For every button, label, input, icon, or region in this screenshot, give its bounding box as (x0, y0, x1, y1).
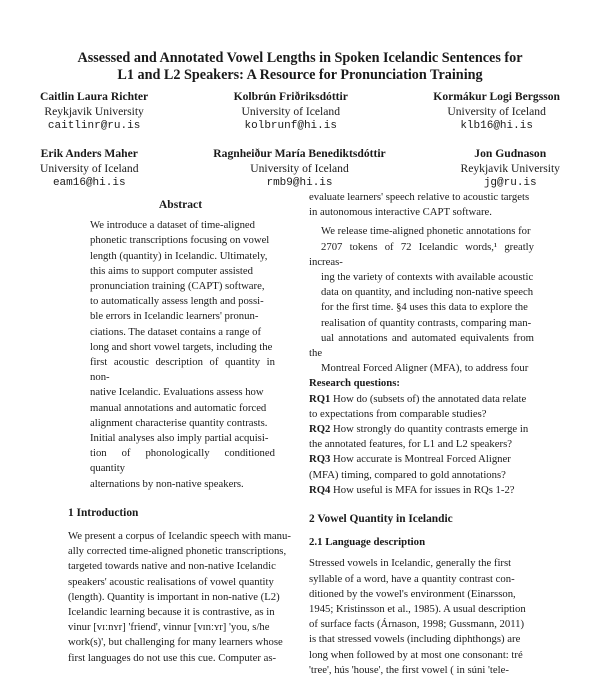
author-affiliation: Reykjavik University (460, 162, 560, 175)
author-affiliation: University of Iceland (250, 162, 349, 175)
research-question-line (309, 483, 534, 498)
author-name: Erik Anders Maher (40, 147, 138, 160)
author-affiliation: University of Iceland (40, 162, 139, 175)
abstract-line: We introduce a dataset of time-aligned (90, 219, 256, 232)
author (460, 146, 560, 191)
research-questions-list (309, 392, 534, 498)
intro-continued (309, 190, 534, 220)
text-line: 'tree', hús 'house', the first vowel ( in súni 'tele- (309, 663, 509, 676)
abstract-line: alignment characterise quantity contrasts. (90, 416, 268, 429)
author-email: caitlinr@ru.is (47, 120, 141, 132)
abstract-line: ble errors in Icelandic learners' pronun- (90, 310, 259, 323)
abstract-line: manual annotations and automatic forced (90, 401, 267, 414)
text-line: long when followed by at most one consonant: tré (309, 648, 523, 661)
author-row (40, 146, 560, 191)
abstract-line: pronunciation training (CAPT) software, (90, 280, 265, 293)
author-affiliation: Reykjavik University (44, 105, 144, 118)
abstract-line: phonetic transcriptions focusing on vowel (90, 234, 270, 247)
text-line: We present a corpus of Icelandic speech with manu- (68, 530, 291, 543)
text-line: first languages do not use this cue. Computer as- (68, 651, 277, 664)
text-line: Montreal Forced Aligner (MFA), to address four (321, 362, 529, 375)
text-line: ally corrected time-aligned phonetic transcriptions, (68, 545, 287, 558)
introduction-body (68, 529, 293, 666)
abstract-line: Initial analyses also imply partial acquisi- (90, 432, 269, 445)
text-line: Icelandic learning because it is contrastive, as in (68, 606, 275, 619)
research-question-text: to expectations from comparable studies? (309, 407, 487, 420)
abstract-heading: Abstract (158, 198, 203, 211)
right-column (309, 190, 534, 678)
author (40, 89, 148, 134)
research-question-label: RQ3 (309, 453, 331, 466)
paper-title (30, 50, 570, 84)
author-email: eam16@hi.is (52, 177, 126, 189)
research-question-line (309, 468, 534, 483)
title-line: L1 and L2 Speakers: A Resource for Pronunciation Training (117, 67, 483, 83)
text-line: ditioned by the vowel's environment (Einarsson, (309, 587, 516, 600)
text-line: data on quantity, and including non-native speech (321, 286, 534, 299)
abstract-line: alternations by non-native speakers. (90, 477, 244, 490)
section-heading: 2 Vowel Quantity in Icelandic (309, 513, 453, 526)
abstract-line: tion of phonologically conditioned quantity (90, 447, 275, 475)
research-question-line (309, 452, 534, 467)
text-line: We release time-aligned phonetic annotations for (321, 225, 531, 238)
research-question-text: the annotated features, for L1 and L2 speakers? (309, 438, 512, 451)
text-line: evaluate learners' speech relative to acoustic targets (309, 191, 530, 203)
text-line: syllable of a word, have a quantity contrast con- (309, 572, 515, 585)
research-question-line (309, 437, 534, 452)
author-name: Caitlin Laura Richter (40, 90, 149, 103)
research-question-text: (MFA) timing, compared to gold annotations? (309, 468, 506, 481)
research-question-text: How useful is MFA for issues in RQs 1-2? (333, 483, 515, 496)
research-question-label: RQ2 (309, 423, 331, 436)
text-line: speakers' acoustic realisations of vowel quantity (68, 575, 274, 588)
author-row (40, 89, 560, 134)
abstract-line: first acoustic description of quantity in non- (90, 356, 275, 384)
research-question-label: RQ4 (309, 483, 331, 496)
text-line: ing the variety of contexts with available acoustic (321, 271, 534, 284)
text-line: targeted towards native and non-native Icelandic (68, 560, 276, 573)
text-line: ual annotations and automated equivalents from the (309, 331, 534, 360)
abstract-line: to automatically assess length and possi- (90, 295, 264, 308)
left-column (68, 197, 293, 666)
author (433, 89, 560, 134)
author-name: Jon Gudnason (474, 147, 547, 160)
author-email: jg@ru.is (483, 177, 537, 189)
text-line: realisation of quantity contrasts, comparing man- (321, 316, 532, 329)
release-paragraph (309, 224, 534, 376)
text-line: in autonomous interactive CAPT software. (309, 206, 492, 219)
abstract-line: this aims to support computer assisted (90, 264, 253, 277)
text-line: vinur [vɪːnʏr] 'friend', vinnur [vɪnːʏr] 'you, s/he (68, 621, 270, 634)
abstract-line: long and short vowel targets, including the (90, 340, 273, 353)
author-email: rmb9@hi.is (266, 177, 333, 189)
subsection-heading: 2.1 Language description (309, 536, 426, 549)
text-line: 2707 tokens of 72 Icelandic words,¹ greatly increas- (309, 240, 534, 268)
author (213, 146, 385, 191)
text-line: of surface facts (Árnason, 1998; Gussmann, 2011) (309, 618, 525, 631)
section-heading: 1 Introduction (68, 506, 139, 519)
author (234, 89, 348, 134)
author-email: kolbrunf@hi.is (244, 120, 337, 132)
abstract-line: length (quantity) in Icelandic. Ultimately, (90, 249, 268, 262)
research-question-text: How accurate is Montreal Forced Aligner (333, 453, 511, 466)
text-line: is that stressed vowels (including diphthongs) are (309, 633, 521, 646)
text-line: work(s)', but challenging for many learners whose (68, 636, 283, 649)
research-question-line (309, 407, 534, 422)
text-line: 1945; Kristinsson et al., 1985). A usual description (309, 603, 526, 616)
text-line: for the first time. §4 uses this data to explore the (321, 301, 528, 314)
author-block (40, 89, 560, 203)
author-affiliation: University of Iceland (447, 105, 546, 118)
abstract-body (90, 218, 275, 492)
research-question-line (309, 392, 534, 407)
research-question-text: How do (subsets of) the annotated data relate (333, 392, 527, 405)
author-email: klb16@hi.is (460, 120, 533, 132)
research-question-text: How strongly do quantity contrasts emerge in (333, 423, 529, 436)
author (40, 146, 139, 191)
language-description-body (309, 556, 534, 678)
research-question-label: RQ1 (309, 392, 331, 405)
author-name: Kolbrún Friðriksdóttir (233, 90, 348, 103)
abstract-line: ciations. The dataset contains a range of (90, 325, 262, 338)
research-question-line (309, 422, 534, 437)
author-affiliation: University of Iceland (241, 105, 340, 118)
author-name: Ragnheiður María Benediktsdóttir (213, 147, 386, 160)
author-name: Kormákur Logi Bergsson (433, 90, 560, 103)
research-questions-heading: Research questions: (309, 377, 400, 390)
abstract-line: native Icelandic. Evaluations assess how (90, 386, 264, 399)
text-line: (length). Quantity is important in non-native (L2) (68, 590, 280, 603)
title-line: Assessed and Annotated Vowel Lengths in Spoken Icelandic Sentences for (77, 50, 523, 66)
text-line: Stressed vowels in Icelandic, generally the first (309, 557, 512, 570)
